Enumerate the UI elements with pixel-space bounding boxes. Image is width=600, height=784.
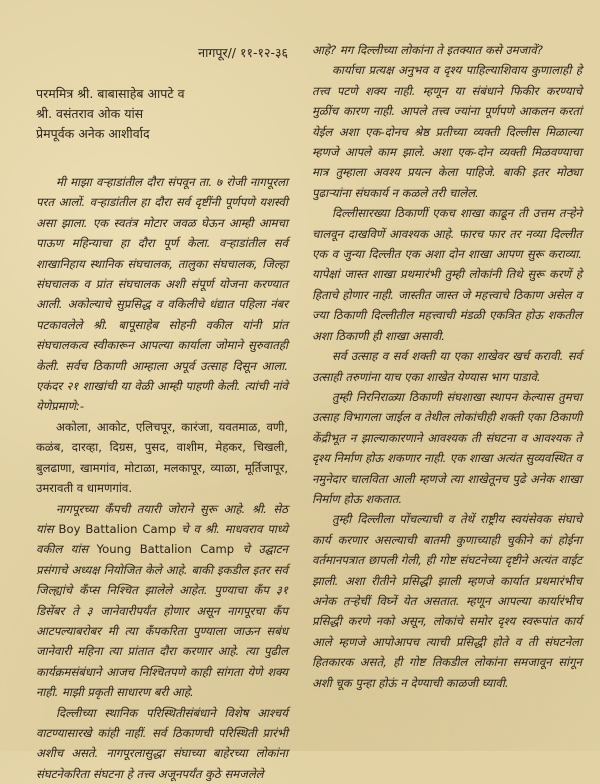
salutation-line: प्रेमपूर्वक अनेक आशीर्वाद [36, 126, 150, 141]
salutation-line: श्री. वसंतराव ओक यांस [36, 106, 144, 121]
paragraph-camp-preparations [36, 499, 288, 703]
camp-text-c: चे उद्घाटन प्रसंगाचे अध्यक्ष नियोजित केले आहे. बाकी इकडील इतर सर्व जिल्ह्यांचे कँप्स निश्चित झालेले आहेत. पुण्याचा कँप ३१ डिसेंबर ते ३ जानेवारीपर्यंत होणार असून नागपूरचा कँप आटपल्याबरोबर मी त्या कँपकरिता पुण्याला जाऊन सबंध जानेवारी महिना त्या प्रांतात दौरा करणार आहे. त्या पुढील कार्यक्रमसंबंधाने आजच निश्चितपणे काही सांगता येणे शक्य नाही. माझी प्रकृती साधारण बरी आहे. [36, 542, 288, 700]
paragraph-experience: कार्याचा प्रत्यक्ष अनुभव व दृश्य पाहिल्याशिवाय कुणालाही हे तत्त्व पटणे शक्य नाही. म्हणून या संबंधाने फिकीर करण्याचे मुळींच कारण नाही. आपले तत्त्व ज्यांना पूर्णपणे आकलन करतां येईल अशा एक-दोनच श्रेष्ठ प्रतीच्या व्यक्ती दिल्लीस मिळाल्या म्हणजे आपले काम झाले. अशा एक-दोन व्यक्ती मिळवण्याचा मात्र तुम्हाला अवश्य प्रयत्न केला पाहिजे. बाकी इतर मोठ्या पुढाऱ्यांना संघकार्य न कळले तरी चालेल. [312, 63, 582, 200]
paragraph-branch-list: अकोला, आकोट, एलिचपूर, कारंजा, यवतमाळ, वणी, कळंब, दारव्हा, दिग्रस, पुसद, वाशीम, मेहकर, चिखली, बुलढाणा, खामगांव, मोटाळा, मलकापूर, व्याळा, मूर्तिजापूर, उमरावती व धामणगांव. [36, 419, 288, 496]
camp-name-young-battalion: Young Battalion Camp [96, 542, 235, 557]
camp-text-a: नागपूरच्या कँपची तयारी जोराने सुरू आहे. श्री. सेठ यांस [36, 501, 288, 536]
paragraph-tour-report: मी माझा वऱ्हाडांतील दौरा संपवून ता. ७ रोजी नागपूरला परत आलों. वऱ्हाडांतील हा दौरा सर्व दृष्टींनी पूर्णपणे यशस्वी असा झाला. एक स्वतंत्र मोटार जवळ घेऊन आम्ही आमचा पाऊण महिन्याचा हा दौरा पूर्ण केला. वऱ्हाडांतील सर्व शाखानिहाय स्थानिक संघचालक, तालुका संघचालक, जिल्हा संघचालक व प्रांत संघचालक अशी संपूर्ण योजना करण्यात आली. अकोल्याचे सुप्रसिद्ध व वकिलीचे धंद्यात पहिला नंबर पटकावलेले श्री. बापूसाहेब सोहनी वकील यांनी प्रांत संघचालकत्व स्वीकारून आपल्या कार्याला जोमाने सुरुवातही केली. सर्वच ठिकाणी आम्हाला अपूर्व उत्साह दिसून आला. एकंदर २१ शाखांची या वेळी आम्ही पाहणी केली. त्यांची नांवे येणेप्रमाणे:- [36, 175, 288, 414]
dateline: नागपूर// ११-१२-३६ [198, 45, 288, 60]
paragraph-continuation: आहे? मग दिल्लीच्या लोकांना ते इतक्यात कसे उमजावें? [312, 43, 543, 57]
salutation-line: परममित्र श्री. बाबासाहेब आपटे व [36, 86, 185, 101]
left-column [36, 44, 288, 784]
paragraph-publicity: तुम्ही दिल्लीला पोंचल्याची व तेथें राष्ट्रीय स्वयंसेवक संघाचे कार्य करणार असल्याची बातमी कुणाच्याही चुकीने कां होईना वर्तमानपत्रात छापली गेली, ही गोष्ट संघटनेच्या दृष्टीने अत्यंत वाईट झाली. अशा रीतीने प्रसिद्धी झाली म्हणजे कार्यात प्रथमारंभीच अनेक तऱ्हेचीं विघ्नें येत असतात. म्हणून आपल्या कार्यारंभीच प्रसिद्धी करणे नको असून, लोकांचे समोर दृश्य स्वरूपांत कार्य आले म्हणजे आपोआपच त्याची प्रसिद्धी होते व ती संघटनेला हितकारक असते, ही गोष्ट तिकडील लोकांना समजावून सांगून अशी चूक पुन्हा होऊं न देण्याची काळजी घ्यावी. [312, 512, 582, 690]
paragraph-divided-effort: तुम्ही निरनिराळ्या ठिकाणी संघशाखा स्थापन केल्यास तुमचा उत्साह विभागला जाईल व तेथील लोकांचीही शक्ती एका ठिकाणी केंद्रीभूत न झाल्याकारणाने आवश्यक ती संघटना व आवश्यक ते दृश्य निर्माण होऊ शकणार नाही. एक शाखा अत्यंत सुव्यवस्थित व नमुनेदार चालविता आली म्हणजे त्या शाखेतूनच पुढे अनेक शाखा निर्माण होऊ शकतात. [312, 389, 582, 506]
camp-name-boy-battalion: Boy Battalion Camp [58, 521, 177, 536]
paragraph-focus-energy: सर्व उत्साह व सर्व शक्ती या एका शाखेवर खर्च करावी. सर्व उत्साही तरुणांना याच एका शाखेत येण्यास भाग पाडावे. [312, 349, 582, 384]
camp-text-b: चे व श्री. माधवराव पाध्ये वकील यांस [36, 521, 289, 557]
paragraph-single-branch: दिल्लीसारख्या ठिकाणीं एकच शाखा काढून ती उत्तम तऱ्हेने चालवून दाखविणें आवश्यक आहे. फारच फार तर नव्या दिल्लीत एक व जुन्या दिल्लीत एक अशा दोन शाखा आपण सुरू कराव्या. यापेक्षां जास्त शाखा प्रथमारंभी तुम्ही लोकांनी तिथे सुरू करणें हे हिताचे होणार नाही. जास्तीत जास्त जे महत्त्वाचे ठिकाण असेल व ज्या ठिकाणी दिल्लीतील महत्त्वाची मंडळी एकत्रित होऊ शकतील अशा ठिकाणी ही शाखा असावी. [312, 206, 582, 343]
salutation [36, 84, 288, 144]
right-column [312, 40, 582, 693]
paragraph-delhi-situation: दिल्लीच्या स्थानिक परिस्थितीसंबंधाने विशेष आश्चर्य वाटण्यासारखे कांही नाहीं. सर्व ठिकाणची परिस्थिती प्रारंभी अशीच असते. नागपूरलासुद्धा संघाच्या बाहेरच्या लोकांना संघटनेकरिता संघटना हे तत्त्व अजूनपर्यंत कुठे समजलेले [36, 705, 288, 781]
